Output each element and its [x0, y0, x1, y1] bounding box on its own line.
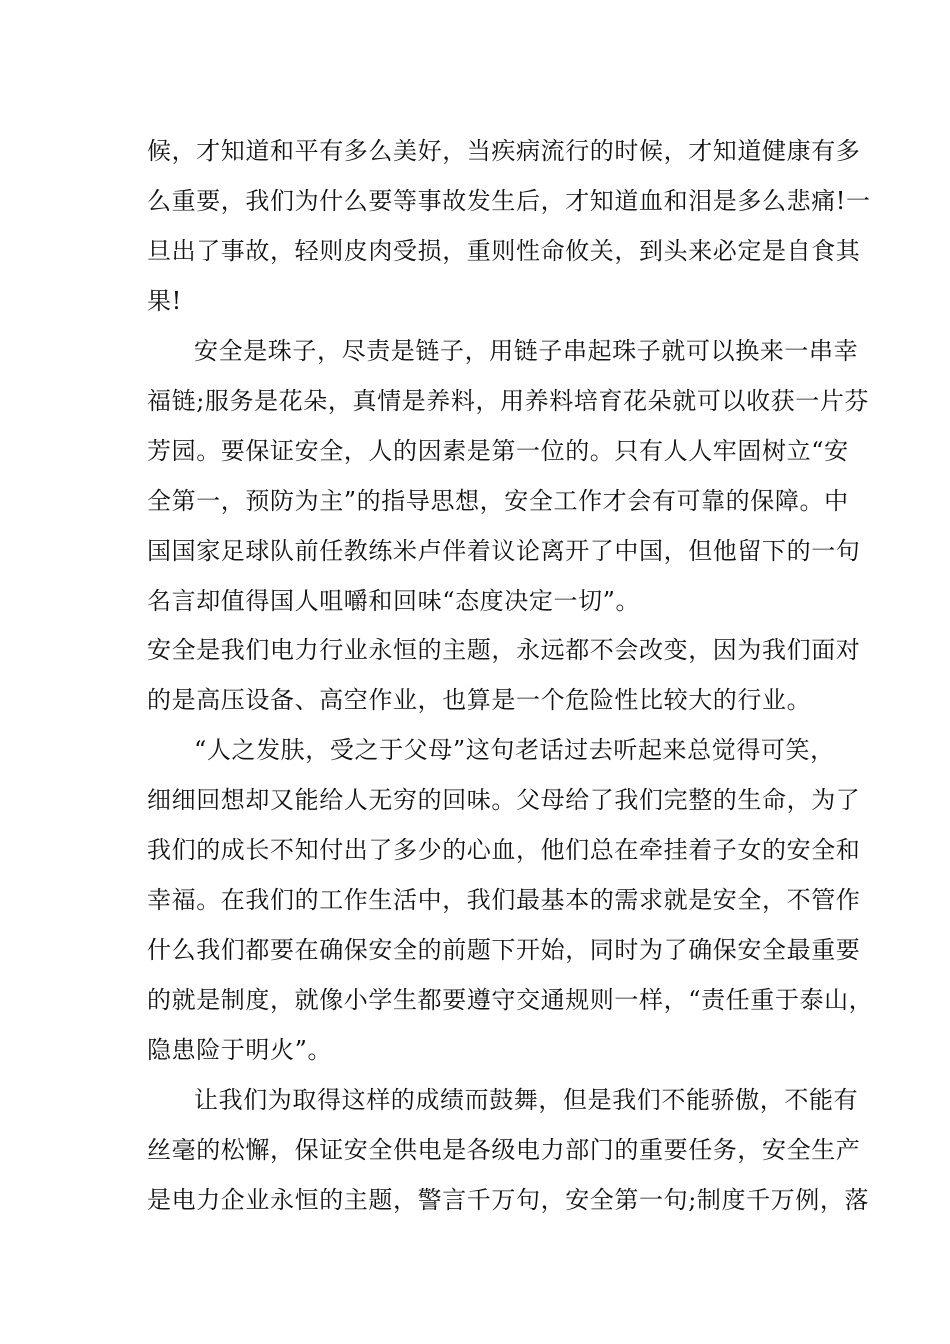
text-line: 幸福。在我们的工作生活中，我们最基本的需求就是安全，不管作 [147, 886, 861, 914]
text-line: 名言却值得国人咀嚼和回味“态度决定一切”。 [147, 587, 641, 615]
text-line: 隐患险于明火”。 [147, 1036, 333, 1064]
text-line: 我们的成长不知付出了多少的心血，他们总在牵挂着子女的安全和 [147, 836, 861, 864]
text-line: 什么我们都要在确保安全的前题下开始，同时为了确保安全最重要 [147, 936, 861, 964]
text-line: 果! [147, 287, 182, 315]
text-line: 全第一，预防为主”的指导思想，安全工作才会有可靠的保障。中 [147, 487, 849, 515]
text-line: 国国家足球队前任教练米卢伴着议论离开了中国，但他留下的一句 [147, 537, 861, 565]
text-line: 福链;服务是花朵，真情是养料，用养料培育花朵就可以收获一片芬 [147, 387, 870, 415]
text-line: 的是高压设备、高空作业，也算是一个危险性比较大的行业。 [147, 686, 812, 714]
text-line: 细细回想却又能给人无穷的回味。父母给了我们完整的生命，为了 [147, 786, 861, 814]
text-line: 是电力企业永恒的主题，警言千万句，安全第一句;制度千万例，落 [147, 1186, 870, 1214]
text-line: 的就是制度，就像小学生都要遵守交通规则一样，“责任重于泰山， [147, 986, 874, 1014]
text-line: 候，才知道和平有多么美好，当疾病流行的时候，才知道健康有多 [147, 137, 861, 165]
paragraph-first-line: 让我们为取得这样的成绩而鼓舞，但是我们不能骄傲，不能有 [194, 1086, 859, 1114]
paragraph-first-line: 安全是珠子，尽责是链子，用链子串起珠子就可以换来一串幸 [194, 337, 859, 365]
paragraph-first-line: 安全是我们电力行业永恒的主题，永远都不会改变，因为我们面对 [147, 636, 861, 664]
text-line: 旦出了事故，轻则皮肉受损，重则性命攸关，到头来必定是自食其 [147, 237, 861, 265]
paragraph-first-line: “人之发肤，受之于父母”这句老话过去听起来总觉得可笑， [194, 736, 835, 764]
text-line: 芳园。要保证安全，人的因素是第一位的。只有人人牢固树立“安 [147, 437, 849, 465]
text-line: 丝毫的松懈，保证安全供电是各级电力部门的重要任务，安全生产 [147, 1136, 861, 1164]
text-line: 么重要，我们为什么要等事故发生后，才知道血和泪是多么悲痛!一 [147, 187, 871, 215]
